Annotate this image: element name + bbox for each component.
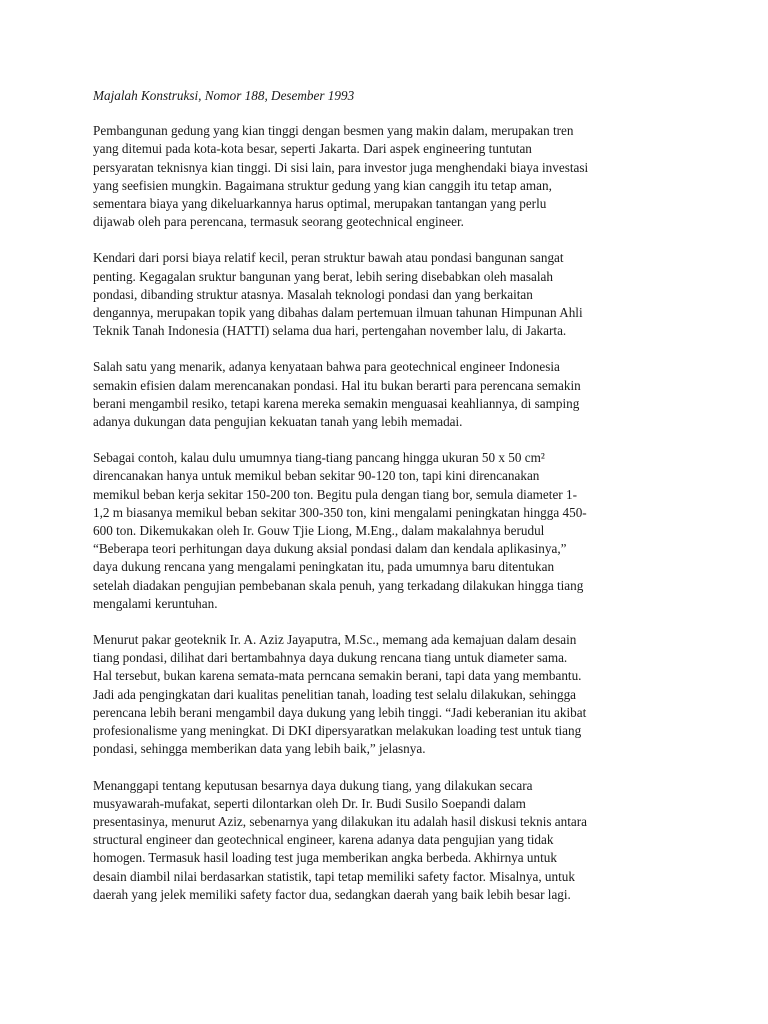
paragraph-line: dengannya, merupakan topik yang dibahas dalam pertemuan ilmuan tahunan Himpunan Ahli (93, 305, 583, 321)
paragraph-line: structural engineer dan geotechnical engineer, karena adanya data pengujian yang tidak (93, 832, 554, 848)
paragraph-line: presentasinya, menurut Aziz, sebenarnya yang dilakukan itu adalah hasil diskusi teknis antara (93, 813, 588, 829)
paragraph (93, 358, 683, 431)
paragraph-line: desain diambil nilai berdasarkan statistik, tapi tetap memiliki safety factor. Misalnya, untuk (93, 868, 575, 884)
source-citation: Majalah Konstruksi, Nomor 188, Desember 1993 (93, 88, 355, 103)
paragraph-line: daerah yang jelek memiliki safety factor dua, sedangkan daerah yang baik lebih besar lagi. (93, 886, 571, 902)
paragraph (93, 631, 683, 758)
paragraph-line: yang ditemui pada kota-kota besar, seperti Jakarta. Dari aspek engineering tuntutan (93, 141, 532, 157)
paragraph-line: direncanakan hanya untuk memikul beban sekitar 90-120 ton, tapi kini direncanakan (93, 468, 540, 484)
paragraph-line: pondasi, sehingga memberikan data yang lebih baik,” jelasnya. (93, 741, 426, 757)
paragraph-line: setelah diadakan pengujian pembebanan skala penuh, yang terkadang dilakukan hingga tiang (93, 577, 584, 593)
paragraph-line: perencana lebih berani mengambil daya dukung yang lebih tinggi. “Jadi keberanian itu akibat (93, 704, 587, 720)
paragraph-line: 600 ton. Dikemukakan oleh Ir. Gouw Tjie Liong, M.Eng., dalam makalahnya berudul (93, 523, 545, 539)
paragraph-line: Salah satu yang menarik, adanya kenyataan bahwa para geotechnical engineer Indonesia (93, 359, 560, 375)
paragraph-line: 1,2 m biasanya memikul beban sekitar 300-350 ton, kini mengalami peningkatan hingga 450- (93, 504, 587, 520)
paragraph (93, 122, 683, 231)
paragraph-line: Kendari dari porsi biaya relatif kecil, peran struktur bawah atau pondasi bangunan sangat (93, 250, 564, 266)
paragraph-line: Hal tersebut, bukan karena semata-mata perncana semakin berani, tapi data yang membantu. (93, 668, 582, 684)
article-paragraphs (93, 122, 683, 904)
paragraph-line: sementara biaya yang dikeluarkannya harus optimal, merupakan tantangan yang perlu (93, 196, 547, 212)
paragraph-line: tiang pondasi, dilihat dari bertambahnya daya dukung rencana tiang untuk diameter sama. (93, 650, 568, 666)
paragraph-line: Menurut pakar geoteknik Ir. A. Aziz Jayaputra, M.Sc., memang ada kemajuan dalam desain (93, 632, 577, 648)
paragraph (93, 777, 683, 904)
paragraph (93, 449, 683, 613)
article-body (93, 87, 683, 922)
paragraph-line: Pembangunan gedung yang kian tinggi dengan besmen yang makin dalam, merupakan tren (93, 123, 574, 139)
paragraph-line: penting. Kegagalan sruktur bangunan yang berat, lebih sering disebabkan oleh masalah (93, 268, 553, 284)
paragraph-line: “Beberapa teori perhitungan daya dukung aksial pondasi dalam dan kendala aplikasinya,” (93, 541, 567, 557)
paragraph-line: persyaratan teknisnya kian tinggi. Di sisi lain, para investor juga menghendaki biaya investasi (93, 159, 589, 175)
paragraph-line: homogen. Termasuk hasil loading test juga memberikan angka berbeda. Akhirnya untuk (93, 850, 557, 866)
paragraph-line: profesionalisme yang meningkat. Di DKI dipersyaratkan melakukan loading test untuk tiang (93, 723, 582, 739)
paragraph-line: pondasi, dibanding struktur atasnya. Masalah teknologi pondasi dan yang berkaitan (93, 286, 533, 302)
paragraph-line: berani mengambil resiko, tetapi karena mereka semakin menguasai keahliannya, di samping (93, 395, 580, 411)
paragraph-line: semakin efisien dalam merencanakan pondasi. Hal itu bukan berarti para perencana semakin (93, 377, 581, 393)
paragraph-line: Sebagai contoh, kalau dulu umumnya tiang-tiang pancang hingga ukuran 50 x 50 cm² (93, 450, 545, 466)
paragraph-line: memikul beban kerja sekitar 150-200 ton. Begitu pula dengan tiang bor, semula diameter 1- (93, 486, 577, 502)
paragraph-line: musyawarah-mufakat, seperti dilontarkan oleh Dr. Ir. Budi Susilo Soepandi dalam (93, 795, 526, 811)
paragraph-line: Menanggapi tentang keputusan besarnya daya dukung tiang, yang dilakukan secara (93, 777, 533, 793)
paragraph (93, 249, 683, 340)
paragraph-line: Teknik Tanah Indonesia (HATTI) selama dua hari, pertengahan november lalu, di Jakarta. (93, 323, 567, 339)
paragraph-line: mengalami keruntuhan. (93, 595, 218, 611)
paragraph-line: Jadi ada pengingkatan dari kualitas penelitian tanah, loading test selalu dilakukan, sehingga (93, 686, 577, 702)
paragraph-line: dijawab oleh para perencana, termasuk seorang geotechnical engineer. (93, 214, 464, 230)
paragraph-line: daya dukung rencana yang mengalami peningkatan itu, pada umumnya baru ditentukan (93, 559, 555, 575)
paragraph-line: yang seefisien mungkin. Bagaimana struktur gedung yang kian canggih itu tetap aman, (93, 177, 552, 193)
paragraph-line: adanya dukungan data pengujian kekuatan tanah yang lebih memadai. (93, 414, 463, 430)
